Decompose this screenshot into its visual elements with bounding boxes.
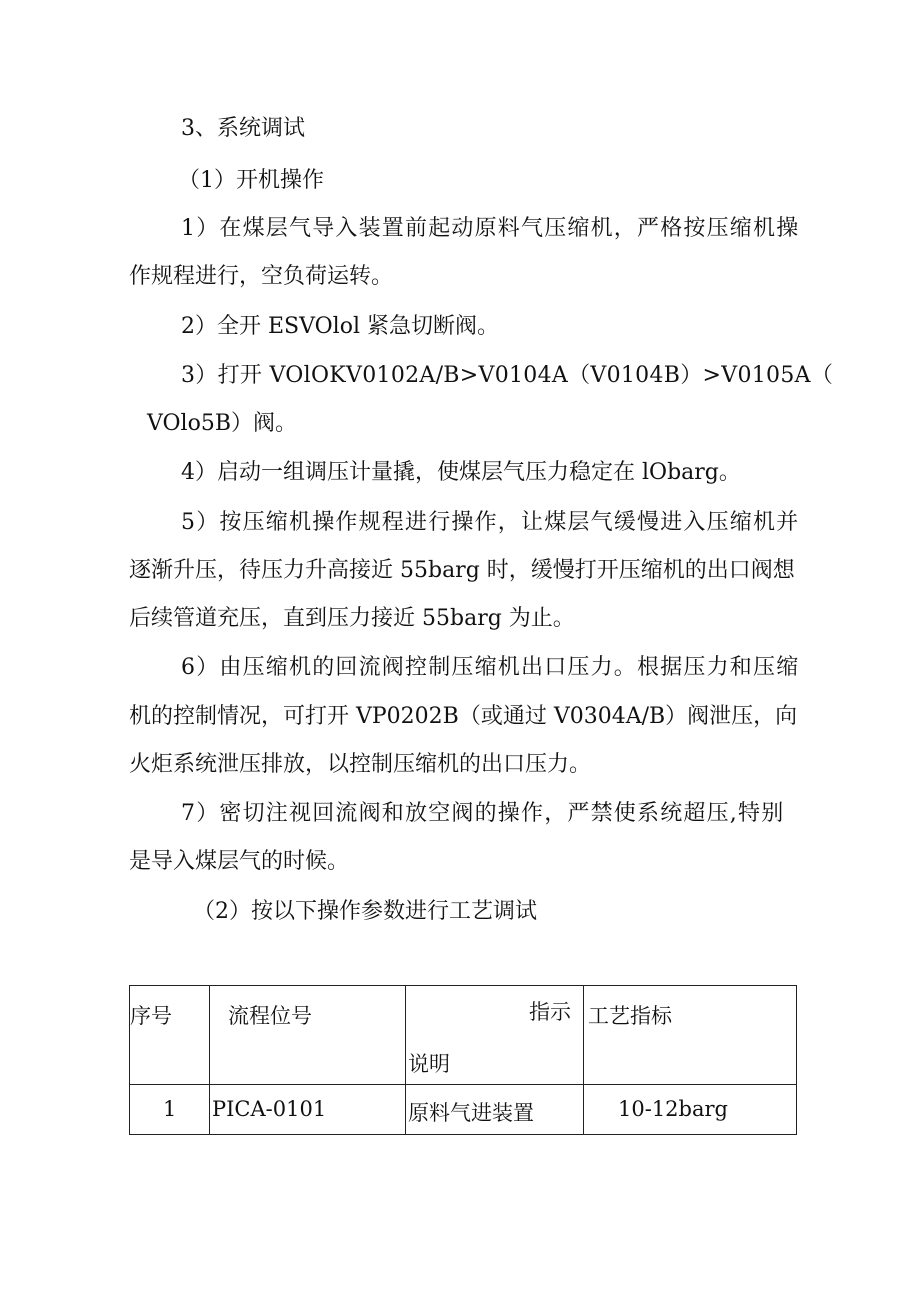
- subsection-title-startup: （1）开机操作: [178, 168, 324, 193]
- step-6-line-1: 6）由压缩机的回流阀控制压缩机出口压力。根据压力和压缩: [181, 655, 800, 680]
- header-no: 序号: [130, 1004, 172, 1028]
- table-row: [130, 1085, 797, 1135]
- step-6-line-3: 火炬系统泄压排放，以控制压缩机的出口压力。: [129, 752, 592, 777]
- table-header-row: [130, 986, 797, 1085]
- row-desc: 原料气进装置: [408, 1101, 534, 1125]
- header-indicator-desc: 说明: [408, 1052, 450, 1076]
- header-cell-no: [130, 986, 210, 1085]
- header-cell-spec: [584, 986, 797, 1085]
- header-spec: 工艺指标: [588, 1004, 672, 1028]
- step-7-line-1: 7）密切注视回流阀和放空阀的操作，严禁使系统超压,特别: [181, 801, 785, 826]
- section-heading: 3、系统调试: [181, 116, 305, 141]
- step-4: 4）启动一组调压计量撬，使煤层气压力稳定在 lObarg。: [181, 460, 741, 485]
- header-indicator: 指示: [529, 1000, 571, 1024]
- row-cell-spec: [584, 1085, 797, 1135]
- step-1-line-2: 作规程进行，空负荷运转。: [129, 264, 394, 289]
- header-tag: 流程位号: [228, 1004, 312, 1028]
- subsection-title-parameters: （2）按以下操作参数进行工艺调试: [193, 899, 537, 924]
- step-7-line-2: 是导入煤层气的时候。: [129, 849, 350, 874]
- step-1-line-1: 1）在煤层气导入装置前起动原料气压缩机，严格按压缩机操: [181, 216, 800, 241]
- row-no: 1: [163, 1097, 177, 1121]
- row-cell-desc: [406, 1085, 584, 1135]
- step-6-line-2: 机的控制情况，可打开 VP0202B（或通过 V0304A/B）阀泄压，向: [129, 704, 798, 729]
- row-cell-tag: [210, 1085, 406, 1135]
- row-cell-no: [130, 1085, 210, 1135]
- header-cell-indicator: [406, 986, 584, 1085]
- header-cell-tag: [210, 986, 406, 1085]
- step-5-line-2: 逐渐升压，待压力升高接近 55barg 时，缓慢打开压缩机的出口阀想: [129, 558, 795, 583]
- step-5-line-3: 后续管道充压，直到压力接近 55barg 为止。: [129, 606, 575, 631]
- row-spec: 10-12barg: [618, 1097, 728, 1121]
- step-5-line-1: 5）按压缩机操作规程进行操作，让煤层气缓慢进入压缩机并: [181, 510, 800, 535]
- step-3-line-2: VOlo5B）阀。: [147, 411, 297, 436]
- step-3-line-1: 3）打开 VOlOKV0102A/B>V0104A（V0104B）>V0105A（: [181, 363, 834, 388]
- parameter-table: [129, 985, 797, 1135]
- step-2: 2）全开 ESVOlol 紧急切断阀。: [181, 314, 499, 339]
- row-tag: PICA-0101: [212, 1097, 327, 1121]
